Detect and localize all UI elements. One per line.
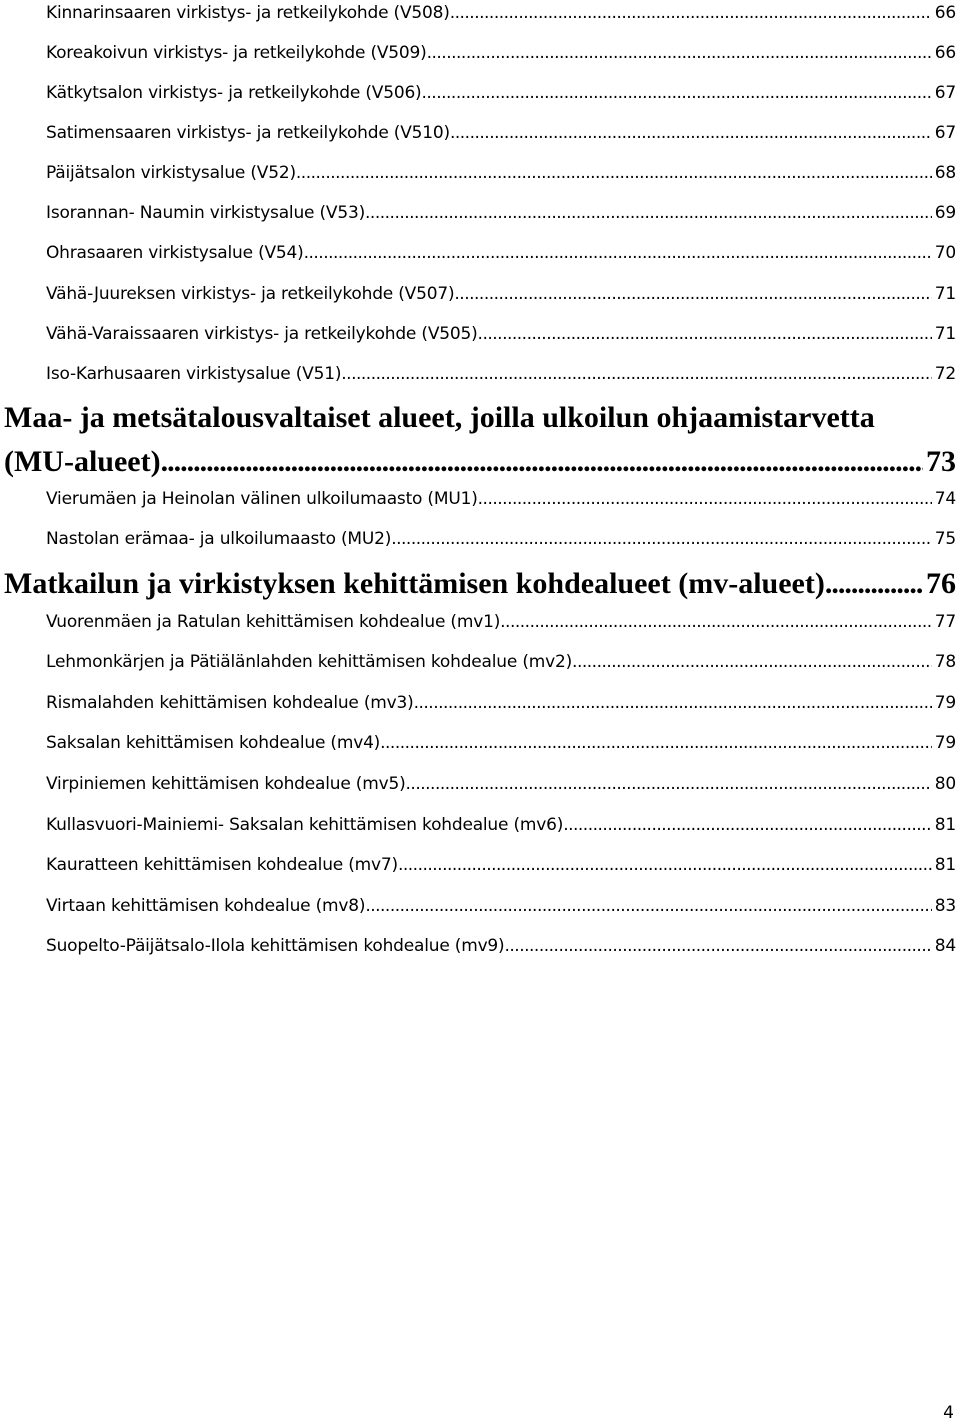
toc-dot-leader: [563, 812, 932, 838]
toc-entry-page: 83: [934, 896, 956, 916]
toc-entry-page: 79: [934, 693, 956, 713]
toc-entry[interactable]: [46, 690, 956, 716]
toc-entry-title: Iso-Karhusaaren virkistysalue (V51): [46, 364, 342, 384]
toc-dot-leader: [341, 361, 932, 387]
toc-entry-page: 67: [934, 83, 956, 103]
toc-entry-title: Nastolan erämaa- ja ulkoilumaasto (MU2): [46, 529, 392, 549]
toc-dot-leader: [454, 281, 931, 307]
page-number: 4: [943, 1403, 954, 1423]
toc-section-heading-mv[interactable]: [4, 566, 956, 602]
toc-entry-title: Vuorenmäen ja Ratulan kehittämisen kohdealue (mv1): [46, 612, 501, 632]
toc-section-title-line1: Maa- ja metsätalousvaltaiset alueet, joilla ulkoilun ohjaamistarvetta: [4, 401, 875, 434]
toc-entry-page: 69: [934, 203, 956, 223]
toc-entry-title: Isorannan- Naumin virkistysalue (V53): [46, 203, 366, 223]
toc-dot-leader: [391, 526, 932, 552]
toc-entry-page: 67: [934, 123, 956, 143]
toc-entry-page: 66: [934, 43, 956, 63]
toc-entry-page: 80: [934, 774, 956, 794]
toc-entry[interactable]: [46, 200, 956, 226]
toc-entry-title: Kätkytsalon virkistys- ja retkeilykohde (V506): [46, 83, 422, 103]
toc-entry-page: 81: [934, 855, 956, 875]
toc-entry-page: 66: [934, 3, 956, 23]
toc-entry-title: Virtaan kehittämisen kohdealue (mv8): [46, 896, 366, 916]
toc-entry[interactable]: [46, 649, 956, 675]
toc-entry-title: Satimensaaren virkistys- ja retkeilykohde (V510): [46, 123, 450, 143]
toc-entry[interactable]: [46, 526, 956, 552]
toc-dot-leader: [505, 933, 932, 959]
toc-entry-page: 68: [934, 163, 956, 183]
toc-dot-leader: [478, 321, 932, 347]
toc-entry-page: 77: [934, 612, 956, 632]
toc-entry-title: Saksalan kehittämisen kohdealue (mv4): [46, 733, 381, 753]
toc-entry[interactable]: [46, 771, 956, 797]
toc-dot-leader: [380, 730, 932, 756]
toc-entry[interactable]: [46, 0, 956, 26]
toc-entry-page: 71: [934, 324, 956, 344]
toc-entry[interactable]: [46, 40, 956, 66]
toc-entry-page: 81: [934, 815, 956, 835]
toc-dot-leader: [414, 690, 932, 716]
toc-entry[interactable]: [46, 609, 956, 635]
toc-dot-leader: [450, 120, 932, 146]
toc-entry-page: 79: [934, 733, 956, 753]
toc-dot-leader: [572, 649, 932, 675]
toc-section-title-line2: (MU-alueet): [4, 445, 161, 478]
toc-entry-page: 70: [934, 243, 956, 263]
toc-dot-leader: [398, 852, 932, 878]
toc-dot-leader: [304, 240, 932, 266]
toc-entry-title: Ohrasaaren virkistysalue (V54): [46, 243, 304, 263]
toc-dot-leader: [450, 0, 932, 26]
toc-entry-page: 74: [934, 489, 956, 509]
toc-entry[interactable]: [46, 120, 956, 146]
toc-section-title: Matkailun ja virkistyksen kehittämisen kohdealueet (mv-alueet): [4, 567, 825, 600]
toc-dot-leader: [422, 80, 932, 106]
toc-entry-title: Vähä-Varaissaaren virkistys- ja retkeilykohde (V505): [46, 324, 478, 344]
toc-entry-page: 84: [934, 936, 956, 956]
toc-dot-leader: [296, 160, 932, 186]
toc-entry-page: 78: [934, 652, 956, 672]
toc-dot-leader: [500, 609, 932, 635]
toc-dot-leader: [825, 566, 923, 602]
toc-entry-title: Kauratteen kehittämisen kohdealue (mv7): [46, 855, 398, 875]
toc-entry-page: 72: [934, 364, 956, 384]
toc-dot-leader: [161, 444, 923, 480]
toc-dot-leader: [427, 40, 932, 66]
toc-entry[interactable]: [46, 281, 956, 307]
toc-entry[interactable]: [46, 361, 956, 387]
toc-entry-title: Lehmonkärjen ja Pätiälänlahden kehittämisen kohdealue (mv2): [46, 652, 573, 672]
toc-section-heading-mu[interactable]: [4, 400, 956, 436]
toc-entry[interactable]: [46, 240, 956, 266]
toc-entry[interactable]: [46, 321, 956, 347]
toc-entry-page: 71: [934, 284, 956, 304]
toc-entry-title: Suopelto-Päijätsalo-Ilola kehittämisen kohdealue (mv9): [46, 936, 505, 956]
toc-dot-leader: [478, 486, 932, 512]
toc-section-page: 76: [926, 567, 956, 600]
toc-dot-leader: [365, 200, 932, 226]
toc-entry[interactable]: [46, 486, 956, 512]
toc-entry-title: Vähä-Juureksen virkistys- ja retkeilykohde (V507): [46, 284, 455, 304]
toc-entry-title: Päijätsalon virkistysalue (V52): [46, 163, 296, 183]
toc-entry[interactable]: [46, 812, 956, 838]
toc-entry-title: Virpiniemen kehittämisen kohdealue (mv5): [46, 774, 406, 794]
toc-dot-leader: [406, 771, 932, 797]
toc-section-page: 73: [926, 445, 956, 478]
toc-entry[interactable]: [46, 852, 956, 878]
toc-entry-title: Vierumäen ja Heinolan välinen ulkoilumaasto (MU1): [46, 489, 478, 509]
toc-dot-leader: [365, 893, 931, 919]
toc-entry[interactable]: [46, 160, 956, 186]
toc-entry[interactable]: [46, 893, 956, 919]
toc-section-heading-mu-line2[interactable]: [4, 444, 956, 480]
toc-entry-page: 75: [934, 529, 956, 549]
toc-entry[interactable]: [46, 730, 956, 756]
toc-entry-title: Rismalahden kehittämisen kohdealue (mv3): [46, 693, 414, 713]
toc-entry-title: Koreakoivun virkistys- ja retkeilykohde (V509): [46, 43, 427, 63]
toc-entry[interactable]: [46, 933, 956, 959]
toc-entry-title: Kullasvuori-Mainiemi- Saksalan kehittämisen kohdealue (mv6): [46, 815, 564, 835]
toc-entry[interactable]: [46, 80, 956, 106]
toc-entry-title: Kinnarinsaaren virkistys- ja retkeilykohde (V508): [46, 3, 450, 23]
